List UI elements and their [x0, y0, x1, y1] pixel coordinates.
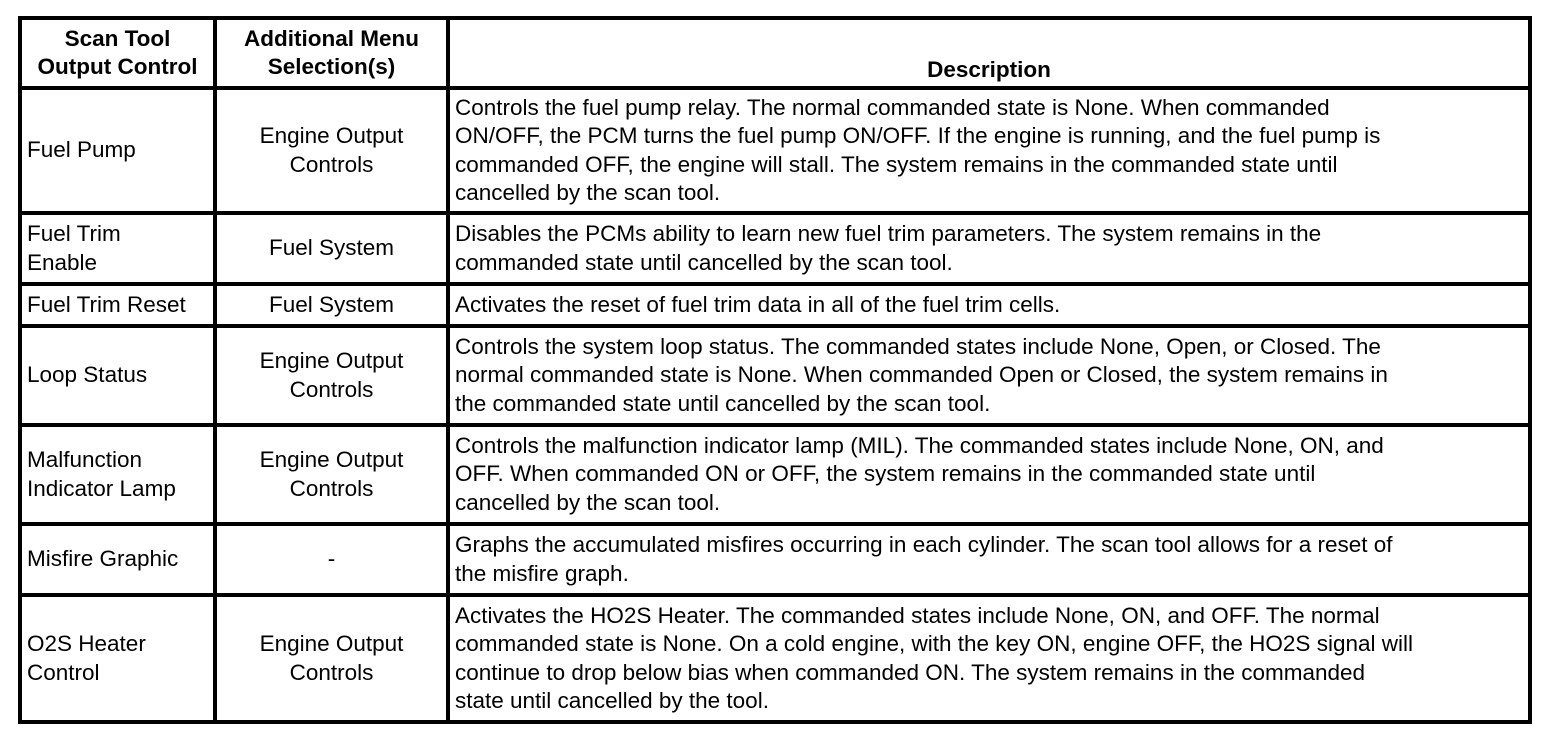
header-line: Selection(s): [267, 54, 396, 79]
cell-line: Loop Status: [27, 362, 148, 388]
header-additional-menu-selections: [215, 18, 448, 88]
cell-line: state until cancelled by the tool.: [455, 688, 769, 713]
output-control-cell: [20, 213, 215, 284]
cell-line: Indicator Lamp: [27, 475, 176, 501]
output-control-cell: [20, 524, 215, 595]
table-body: [20, 88, 1530, 722]
table-row: [20, 88, 1530, 213]
cell-line: Engine Output: [259, 348, 404, 373]
cell-line: Disables the PCMs ability to learn new fuel trim parameters. The system remains in the: [455, 221, 1322, 246]
output-control-cell: [20, 595, 215, 722]
menu-selection-cell: [215, 425, 448, 524]
description-cell: [448, 284, 1530, 326]
cell-line: Controls the system loop status. The commanded states include None, Open, or Closed. The: [455, 333, 1381, 359]
cell-line: Fuel System: [268, 291, 395, 317]
menu-selection-cell: [215, 595, 448, 722]
header-description: [448, 18, 1530, 88]
header-scan-tool-output-control: [20, 18, 215, 88]
cell-line: Controls: [289, 659, 374, 685]
header-line: Description: [927, 56, 1051, 82]
header-line: Scan Tool: [64, 25, 171, 51]
cell-line: Fuel Trim: [27, 221, 121, 246]
description-cell: [448, 213, 1530, 284]
cell-line: Controls: [289, 151, 374, 177]
cell-line: commanded state until cancelled by the scan tool.: [455, 249, 953, 275]
output-control-cell: [20, 326, 215, 425]
cell-line: cancelled by the scan tool.: [455, 180, 721, 205]
cell-line: Engine Output: [259, 447, 404, 472]
output-controls-table: [18, 16, 1532, 724]
cell-line: Activates the reset of fuel trim data in all of the fuel trim cells.: [455, 291, 1061, 317]
table-header-row: [20, 18, 1530, 88]
cell-line: normal commanded state is None. When commanded Open or Closed, the system remains in: [455, 362, 1388, 388]
menu-selection-cell: [215, 524, 448, 595]
table-row: [20, 284, 1530, 326]
cell-line: Control: [27, 659, 100, 685]
cell-line: Graphs the accumulated misfires occurring in each cylinder. The scan tool allows for a reset of: [455, 532, 1393, 557]
cell-line: Activates the HO2S Heater. The commanded states include None, ON, and OFF. The normal: [455, 602, 1380, 628]
table-row: [20, 213, 1530, 284]
cell-line: the misfire graph.: [455, 560, 629, 586]
description-cell: [448, 425, 1530, 524]
cell-line: O2S Heater: [27, 631, 146, 656]
output-control-cell: [20, 284, 215, 326]
cell-line: Controls: [289, 475, 374, 501]
cell-line: Fuel Pump: [27, 137, 136, 163]
description-cell: [448, 88, 1530, 213]
cell-line: OFF. When commanded ON or OFF, the system remains in the commanded state until: [455, 461, 1316, 487]
menu-selection-cell: [215, 326, 448, 425]
cell-line: Misfire Graphic: [27, 546, 179, 572]
table-row: [20, 595, 1530, 722]
output-control-cell: [20, 425, 215, 524]
cell-line: -: [327, 546, 336, 572]
cell-line: Engine Output: [259, 123, 404, 148]
description-cell: [448, 524, 1530, 595]
menu-selection-cell: [215, 284, 448, 326]
cell-line: the commanded state until cancelled by the scan tool.: [455, 390, 991, 416]
cell-line: commanded OFF, the engine will stall. The system remains in the commanded state until: [455, 151, 1338, 177]
output-control-cell: [20, 88, 215, 213]
cell-line: commanded state is None. On a cold engine, with the key ON, engine OFF, the HO2S signal will: [455, 631, 1413, 656]
description-cell: [448, 595, 1530, 722]
cell-line: continue to drop below bias when commanded ON. The system remains in the commanded: [455, 659, 1366, 685]
cell-line: ON/OFF, the PCM turns the fuel pump ON/OFF. If the engine is running, and the fuel pump is: [455, 123, 1381, 148]
menu-selection-cell: [215, 213, 448, 284]
table-row: [20, 524, 1530, 595]
cell-line: Engine Output: [259, 631, 404, 656]
cell-line: cancelled by the scan tool.: [455, 489, 721, 515]
description-cell: [448, 326, 1530, 425]
cell-line: Controls the malfunction indicator lamp (MIL). The commanded states include None, ON, and: [455, 432, 1384, 458]
header-line: Additional Menu: [244, 25, 419, 51]
table-row: [20, 425, 1530, 524]
header-line: Output Control: [37, 54, 198, 79]
table-row: [20, 326, 1530, 425]
cell-line: Controls the fuel pump relay. The normal commanded state is None. When commanded: [455, 94, 1330, 120]
cell-line: Malfunction: [27, 447, 143, 472]
cell-line: Fuel System: [268, 235, 395, 261]
cell-line: Controls: [289, 376, 374, 402]
cell-line: Fuel Trim Reset: [27, 291, 186, 317]
menu-selection-cell: [215, 88, 448, 213]
cell-line: Enable: [27, 249, 98, 275]
